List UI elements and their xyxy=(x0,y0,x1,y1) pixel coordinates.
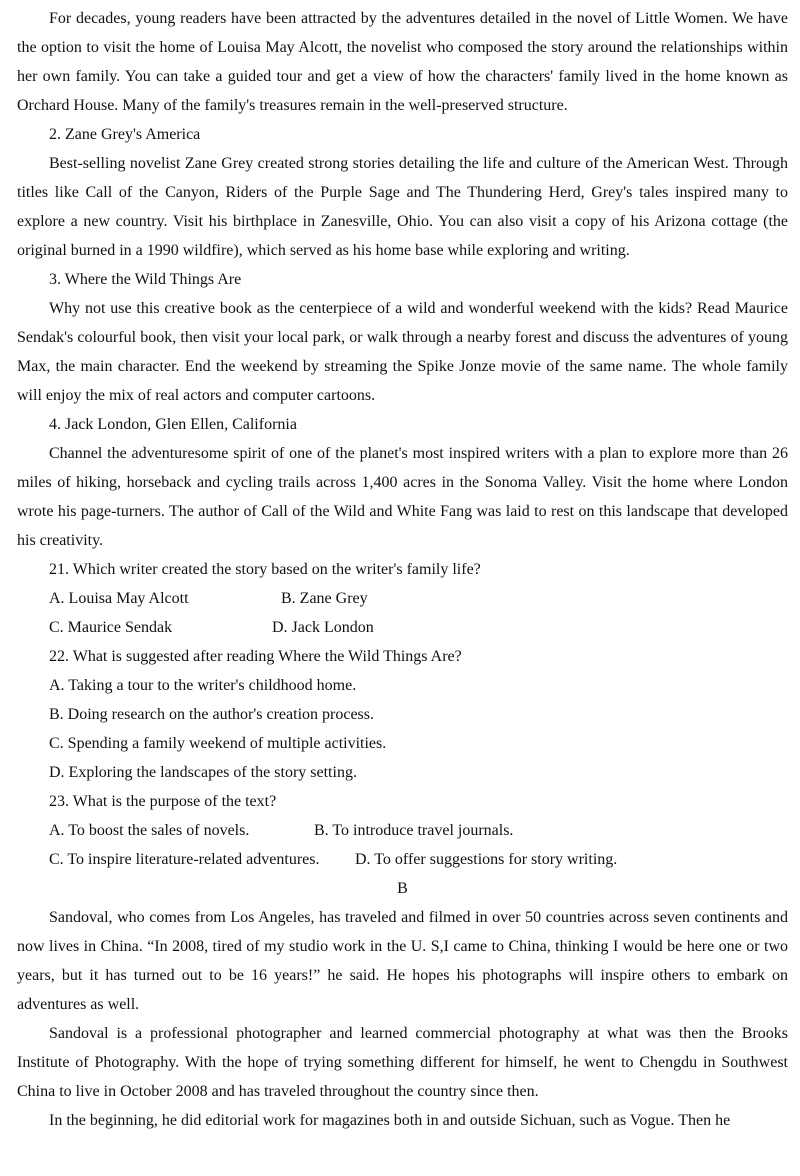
option-22-d: D. Exploring the landscapes of the story setting. xyxy=(49,764,357,781)
option-21-b: B. Zane Grey xyxy=(281,590,368,607)
document-page xyxy=(17,4,788,1135)
option-23-b: B. To introduce travel journals. xyxy=(314,822,514,839)
question-21: 21. Which writer created the story based on the writer's family life? xyxy=(49,561,481,578)
option-23-d: D. To offer suggestions for story writing. xyxy=(355,851,618,868)
option-22-b: B. Doing research on the author's creation process. xyxy=(49,706,374,723)
question-21-options-row2 xyxy=(17,613,788,642)
paragraph-wild-things: Why not use this creative book as the centerpiece of a wild and wonderful weekend with the kids? Read Maurice Sendak's colourful book, then visit your local park, or walk through a nearby forest and discuss the adventures of young Max, the main character. End the weekend by streaming the Spike Jonze movie of the same name. The whole family will enjoy the mix of real actors and computer cartoons. xyxy=(17,300,788,404)
paragraph-sandoval-background: Sandoval is a professional photographer and learned commercial photography at what was then the Brooks Institute of Photography. With the hope of trying something different for himself, he went to Chengdu in Southwest China to live in October 2008 and has traveled throughout the country since then. xyxy=(17,1025,788,1100)
paragraph-sandoval-beginning: In the beginning, he did editorial work for magazines both in and outside Sichuan, such as Vogue. Then he xyxy=(49,1112,731,1129)
option-22-a: A. Taking a tour to the writer's childhood home. xyxy=(49,677,357,694)
heading-zane-grey: 2. Zane Grey's America xyxy=(49,126,201,143)
option-21-c: C. Maurice Sendak xyxy=(49,619,173,636)
option-21-d: D. Jack London xyxy=(272,619,374,636)
paragraph-little-women: For decades, young readers have been attracted by the adventures detailed in the novel of Little Women. We have the option to visit the home of Louisa May Alcott, the novelist who composed the story around the relationships within her own family. You can take a guided tour and get a view of how the characters' family lived in the home known as Orchard House. Many of the family's treasures remain in the well-preserved structure. xyxy=(17,10,788,114)
section-b-heading: B xyxy=(397,880,408,897)
question-23-options-row1 xyxy=(17,816,788,845)
question-22: 22. What is suggested after reading Where the Wild Things Are? xyxy=(49,648,462,665)
option-23-a: A. To boost the sales of novels. xyxy=(49,822,250,839)
question-21-options-row1 xyxy=(17,584,788,613)
heading-wild-things: 3. Where the Wild Things Are xyxy=(49,271,242,288)
option-23-c: C. To inspire literature-related adventures. xyxy=(49,851,320,868)
question-23: 23. What is the purpose of the text? xyxy=(49,793,277,810)
heading-jack-london: 4. Jack London, Glen Ellen, California xyxy=(49,416,297,433)
paragraph-jack-london: Channel the adventuresome spirit of one of the planet's most inspired writers with a plan to explore more than 26 miles of hiking, horseback and cycling trails across 1,400 acres in the Sonoma Valley. Visit the home where London wrote his page-turners. The author of Call of the Wild and White Fang was laid to rest on this landscape that developed his creativity. xyxy=(17,445,788,549)
option-22-c: C. Spending a family weekend of multiple activities. xyxy=(49,735,387,752)
question-23-options-row2 xyxy=(17,845,788,874)
option-21-a: A. Louisa May Alcott xyxy=(49,590,189,607)
paragraph-sandoval-intro: Sandoval, who comes from Los Angeles, has traveled and filmed in over 50 countries across seven continents and now lives in China. “In 2008, tired of my studio work in the U. S,I came to China, thinking I would be here one or two years, but it has turned out to be 16 years!” he said. He hopes his photographs will inspire others to embark on adventures as well. xyxy=(17,909,788,1013)
paragraph-zane-grey: Best-selling novelist Zane Grey created strong stories detailing the life and culture of the American West. Through titles like Call of the Canyon, Riders of the Purple Sage and The Thundering Herd, Grey's tales inspired many to explore a new country. Visit his birthplace in Zanesville, Ohio. You can also visit a copy of his Arizona cottage (the original burned in a 1990 wildfire), which served as his home base while exploring and writing. xyxy=(17,155,788,259)
